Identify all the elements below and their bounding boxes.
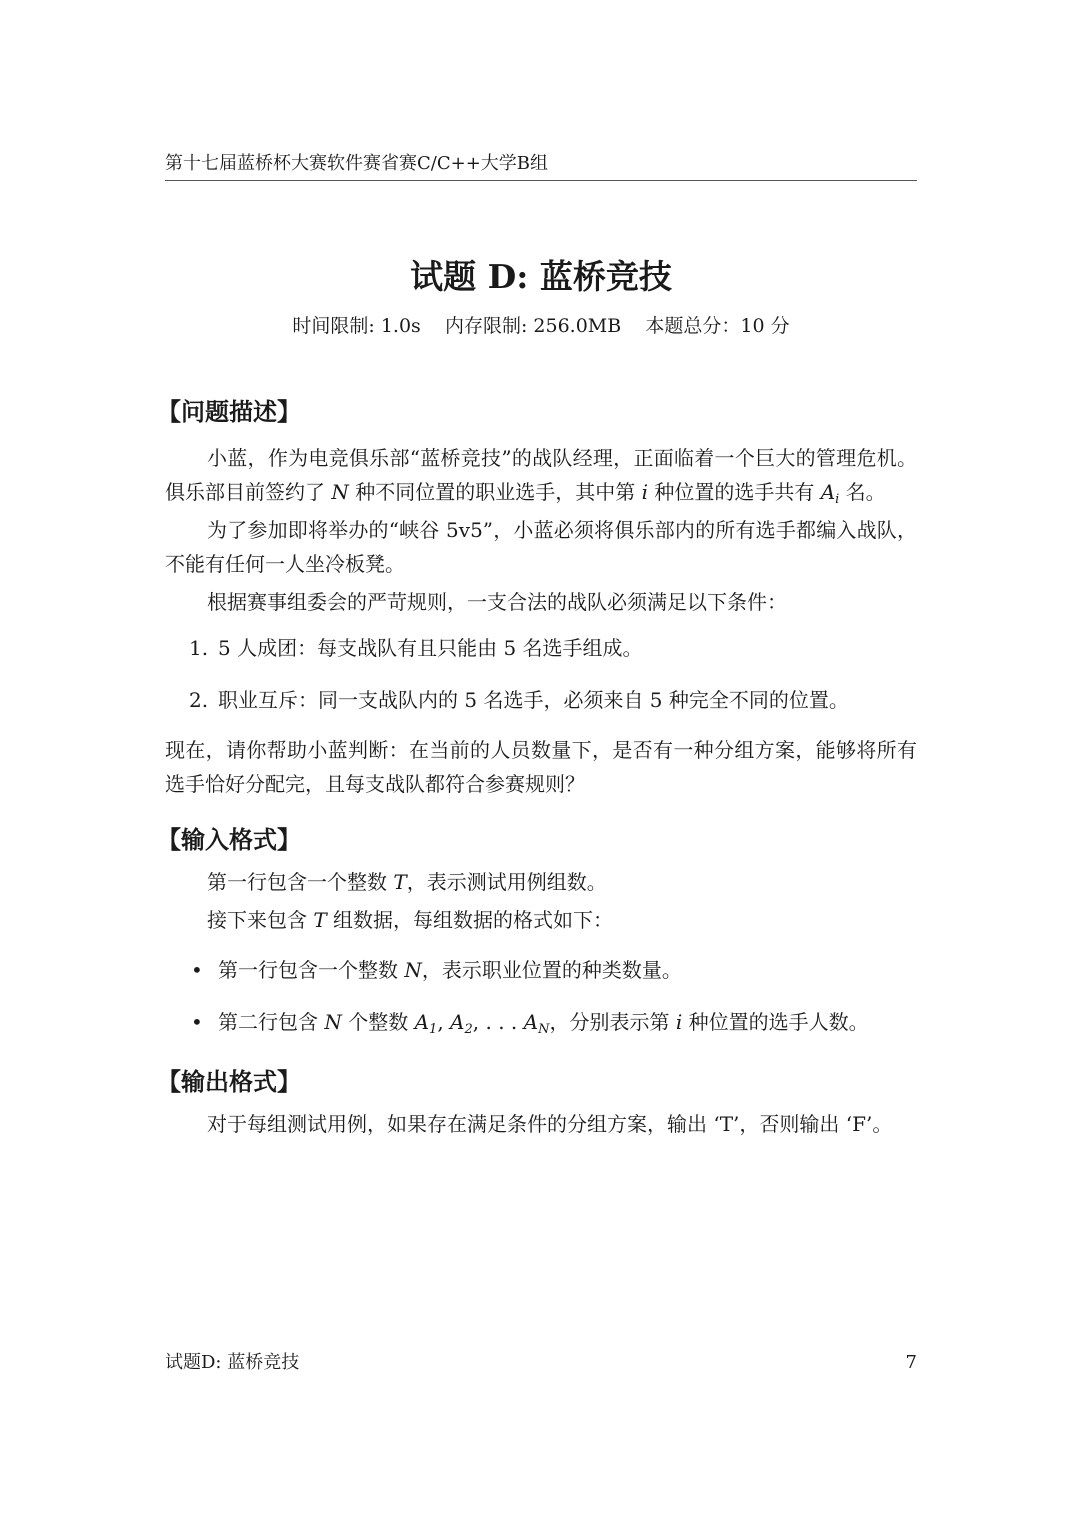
problem-title: 试题 D: 蓝桥竞技 (410, 257, 672, 296)
description-paragraph-4: 现在，请你帮助小蓝判断：在当前的人员数量下，是否有一种分组方案，能够将所有选手恰好分配完，且每支战队都符合参赛规则？ (165, 738, 917, 796)
memory-limit: 内存限制: 256.0MB (444, 315, 622, 337)
output-paragraph: 对于每组测试用例，如果存在满足条件的分组方案，输出 ‘T’，否则输出 ‘F’。 (207, 1112, 893, 1136)
bullet-icon: • (191, 958, 203, 982)
math-sub-i: i (835, 492, 840, 507)
footer-title: 试题D: 蓝桥竞技 (165, 1352, 300, 1373)
bullet-icon: • (191, 1010, 203, 1034)
time-limit: 时间限制: 1.0s (292, 315, 421, 337)
heading-problem-description: 【问题描述】 (157, 398, 301, 426)
input-format-list (165, 953, 917, 1039)
list-item: • 第二行包含 N 个整数 $A_1$, $A_2$, . . . $A_N$，分别表示第 i 种位置的选手人数。 (165, 1005, 917, 1039)
rule-item: 2. 职业互斥：同一支战队内的 5 名选手，必须来自 5 种完全不同的位置。 (189, 688, 849, 712)
rule-item: 1. 5 人成团：每支战队有且只能由 5 名选手组成。 (189, 636, 643, 660)
math-N: N (331, 480, 349, 504)
header-rule (165, 180, 917, 181)
heading-input-format: 【输入格式】 (157, 826, 301, 854)
rules-list (165, 631, 917, 717)
math-i: i (641, 480, 648, 504)
problem-body (157, 395, 917, 1141)
description-paragraph-1: 小蓝，作为电竞俱乐部“蓝桥竞技”的战队经理，正面临着一个巨大的管理危机。俱乐部目前签约了 N 种不同位置的职业选手，其中第 i 种位置的选手共有 $A_i$ 名。 (165, 446, 917, 507)
problem-limits (165, 312, 917, 340)
input-line-1: 第一行包含一个整数 T，表示测试用例组数。 (207, 870, 607, 894)
description-paragraph-3: 根据赛事组委会的严苛规则，一支合法的战队必须满足以下条件： (207, 590, 787, 614)
page-number: 7 (905, 1352, 917, 1373)
total-score: 本题总分：10 分 (645, 315, 790, 337)
math-A: A (820, 480, 836, 504)
description-paragraph-2: 为了参加即将举办的“峡谷 5v5”，小蓝必须将俱乐部内的所有选手都编入战队，不能有任何一人坐冷板凳。 (165, 518, 917, 576)
heading-output-format: 【输出格式】 (157, 1068, 301, 1096)
running-header: 第十七届蓝桥杯大赛软件赛省赛C/C++大学B组 (165, 153, 548, 174)
input-line-2: 接下来包含 T 组数据，每组数据的格式如下： (207, 908, 614, 932)
list-item: • 第一行包含一个整数 N，表示职业位置的种类数量。 (165, 953, 917, 987)
